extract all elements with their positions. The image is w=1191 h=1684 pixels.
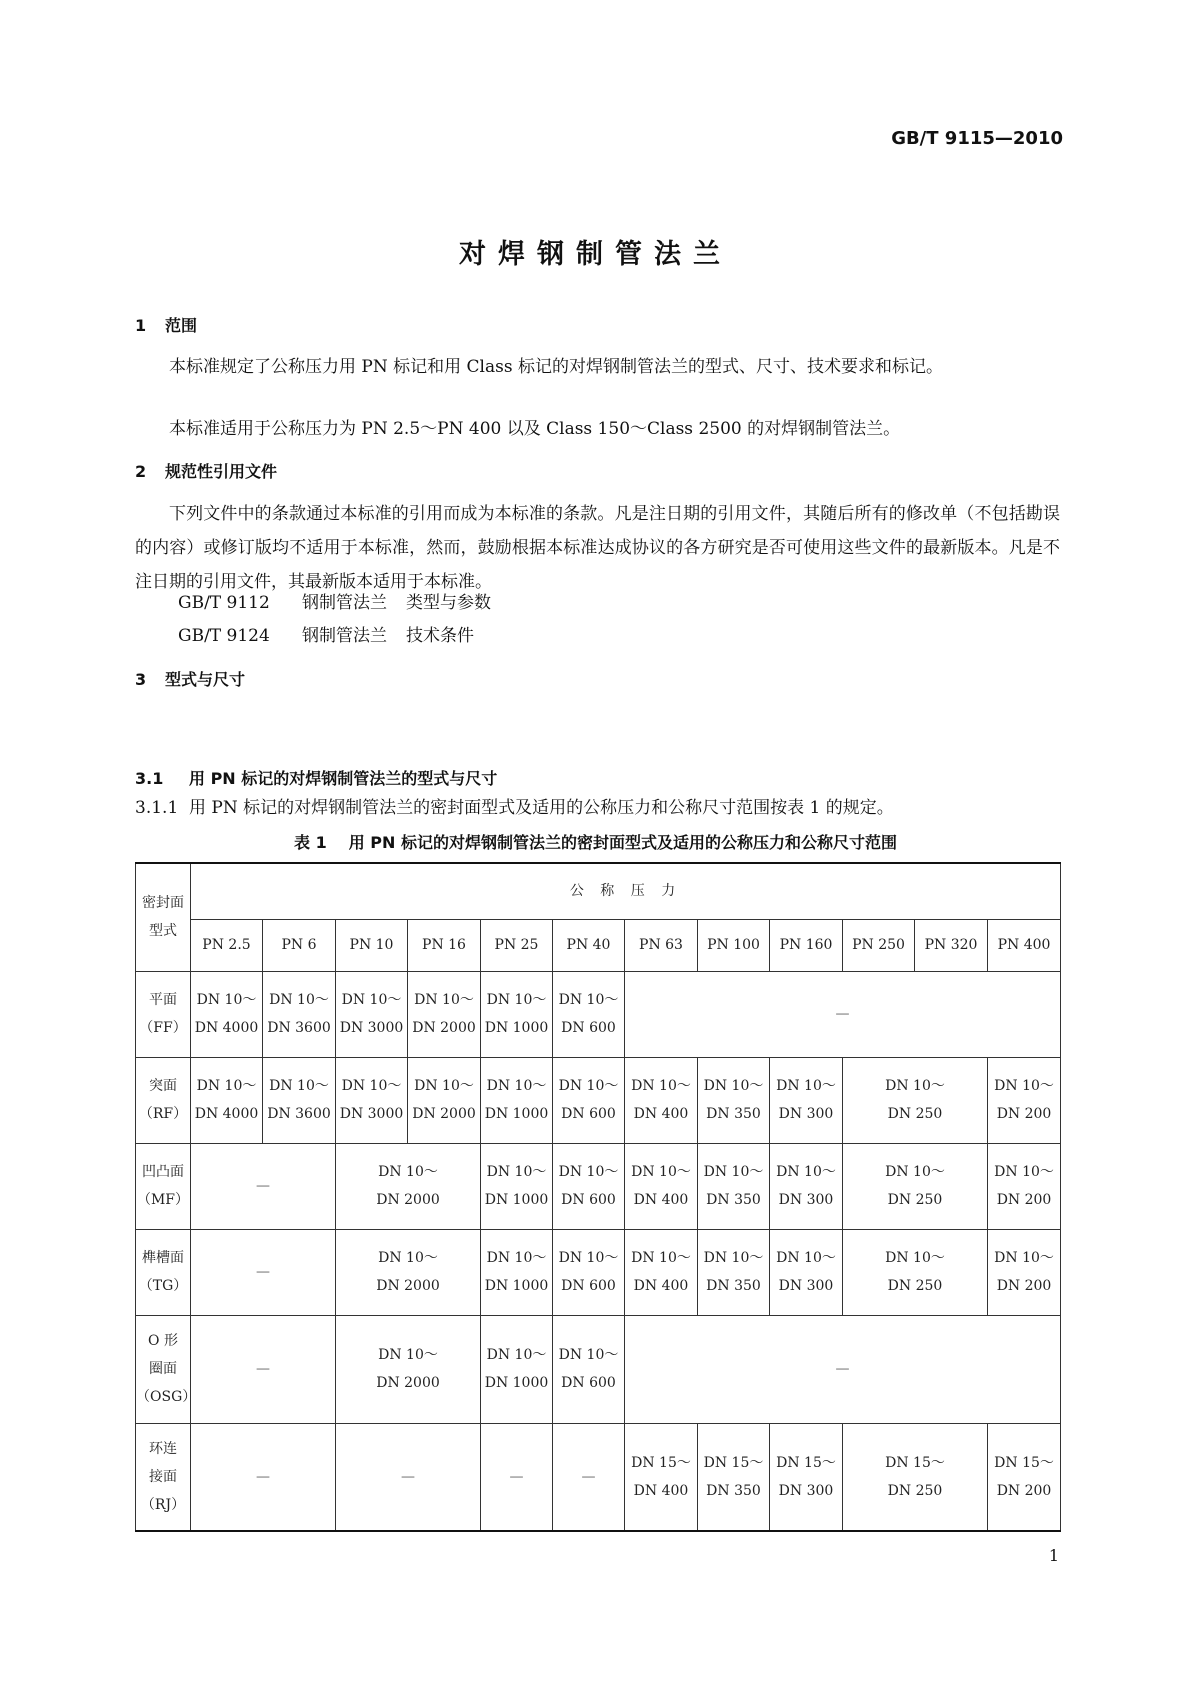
table-cell: DN 10～ DN 600	[553, 1143, 625, 1229]
table-cell: DN 15～ DN 200	[988, 1423, 1061, 1531]
section-2-paragraph: 下列文件中的条款通过本标准的引用而成为本标准的条款。凡是注日期的引用文件，其随后所有的修改单（不包括勘误的内容）或修订版均不适用于本标准，然而，鼓励根据本标准达成协议的各方研究是否可使用这些文件的最新版本。凡是不注日期的引用文件，其最新版本适用于本标准。	[135, 504, 1060, 592]
reference-code: GB/T 9124	[178, 626, 270, 646]
column-header: PN 160	[770, 919, 843, 971]
column-header: PN 25	[481, 919, 553, 971]
table-cell: DN 15～ DN 300	[770, 1423, 843, 1531]
table-cell: DN 10～ DN 350	[698, 1057, 770, 1143]
table-cell: DN 10～ DN 250	[843, 1057, 988, 1143]
table-cell: DN 10～ DN 300	[770, 1143, 843, 1229]
clause-text: 用 PN 标记的对焊钢制管法兰的密封面型式及适用的公称压力和公称尺寸范围按表 1 的规定。	[189, 798, 894, 818]
section-title: 范围	[165, 316, 198, 335]
facing-type-cell: 突面 （RF）	[136, 1057, 191, 1143]
not-applicable-cell: —	[625, 971, 1061, 1057]
table-row-mf	[136, 1143, 1061, 1229]
column-header: PN 400	[988, 919, 1061, 971]
not-applicable-cell: —	[553, 1423, 625, 1531]
table-row-tg	[136, 1229, 1061, 1315]
not-applicable-cell: —	[191, 1315, 336, 1423]
clause-number: 3.1.1	[135, 798, 179, 818]
section-number: 1	[135, 316, 147, 335]
pn-header-row	[136, 919, 1061, 971]
facing-type-cell: O 形 圈面 （OSG）	[136, 1315, 191, 1423]
table-cell: DN 10～ DN 4000	[191, 971, 263, 1057]
table-cell: DN 10～ DN 4000	[191, 1057, 263, 1143]
section-number: 2	[135, 462, 147, 481]
section-3-heading	[135, 667, 245, 690]
section-number: 3	[135, 670, 147, 689]
table-cell: DN 10～ DN 600	[553, 971, 625, 1057]
subsection-3-1-heading	[135, 766, 497, 789]
section-title: 规范性引用文件	[165, 462, 278, 481]
reference-title: 钢制管法兰	[302, 626, 387, 646]
section-title: 型式与尺寸	[165, 670, 246, 689]
table-cell: DN 10～ DN 1000	[481, 971, 553, 1057]
table-cell: DN 10～ DN 3000	[336, 1057, 408, 1143]
column-header: PN 6	[263, 919, 336, 971]
table-cell: DN 10～ DN 200	[988, 1057, 1061, 1143]
table-cell: DN 10～ DN 3600	[263, 1057, 336, 1143]
table-cell: DN 10～ DN 3000	[336, 971, 408, 1057]
table-cell: DN 10～ DN 1000	[481, 1057, 553, 1143]
reference-subtitle: 技术条件	[406, 626, 474, 646]
normative-reference	[178, 621, 474, 646]
facing-type-cell: 榫槽面 （TG）	[136, 1229, 191, 1315]
table-cell: DN 10～ DN 300	[770, 1057, 843, 1143]
normative-reference	[178, 588, 491, 613]
header-row	[136, 863, 1061, 919]
table-cell: DN 10～ DN 1000	[481, 1229, 553, 1315]
table-cell: DN 10～ DN 600	[553, 1229, 625, 1315]
facing-type-cell: 凹凸面 （MF）	[136, 1143, 191, 1229]
column-header: PN 16	[408, 919, 481, 971]
section-1-paragraph-2: 本标准适用于公称压力为 PN 2.5～PN 400 以及 Class 150～Class 2500 的对焊钢制管法兰。	[169, 419, 901, 439]
table-cell: DN 10～ DN 300	[770, 1229, 843, 1315]
table-cell: DN 10～ DN 2000	[336, 1143, 481, 1229]
subsection-title: 用 PN 标记的对焊钢制管法兰的型式与尺寸	[189, 769, 498, 788]
table-cell: DN 10～ DN 250	[843, 1143, 988, 1229]
table-cell: DN 10～ DN 600	[553, 1057, 625, 1143]
column-header: PN 320	[915, 919, 988, 971]
table-cell: DN 10～ DN 400	[625, 1229, 698, 1315]
table-row-rj	[136, 1423, 1061, 1531]
pressure-header: 公 称 压 力	[191, 863, 1061, 919]
table-cell: DN 15～ DN 350	[698, 1423, 770, 1531]
table-row-osg	[136, 1315, 1061, 1423]
section-1-paragraph-1: 本标准规定了公称压力用 PN 标记和用 Class 标记的对焊钢制管法兰的型式、尺寸、技术要求和标记。	[169, 357, 943, 377]
table-label: 表 1	[294, 833, 327, 852]
table-cell: DN 10～ DN 600	[553, 1315, 625, 1423]
clause-3-1-1	[135, 791, 1060, 825]
section-2-heading	[135, 459, 277, 482]
table-cell: DN 10～ DN 2000	[336, 1315, 481, 1423]
document-title: 对焊钢制管法兰	[459, 239, 732, 270]
column-header: PN 100	[698, 919, 770, 971]
not-applicable-cell: —	[625, 1315, 1061, 1423]
column-header: PN 63	[625, 919, 698, 971]
table-cell: DN 15～ DN 400	[625, 1423, 698, 1531]
column-header: PN 10	[336, 919, 408, 971]
table-cell: DN 10～ DN 350	[698, 1229, 770, 1315]
table-cell: DN 10～ DN 200	[988, 1143, 1061, 1229]
table-cell: DN 10～ DN 3600	[263, 971, 336, 1057]
table-cell: DN 10～ DN 2000	[408, 971, 481, 1057]
table-cell: DN 10～ DN 400	[625, 1057, 698, 1143]
table-cell: DN 10～ DN 1000	[481, 1315, 553, 1423]
table-cell: DN 10～ DN 2000	[336, 1229, 481, 1315]
flange-table	[135, 862, 1061, 1532]
corner-cell: 密封面 型式	[136, 863, 191, 971]
column-header: PN 40	[553, 919, 625, 971]
table-cell: DN 10～ DN 400	[625, 1143, 698, 1229]
not-applicable-cell: —	[191, 1423, 336, 1531]
table-cell: DN 10～ DN 2000	[408, 1057, 481, 1143]
table-cell: DN 15～ DN 250	[843, 1423, 988, 1531]
table-cell: DN 10～ DN 1000	[481, 1143, 553, 1229]
page-number: 1	[1048, 1546, 1059, 1565]
reference-subtitle: 类型与参数	[406, 593, 491, 613]
reference-title: 钢制管法兰	[302, 593, 387, 613]
standard-code: GB/T 9115—2010	[891, 128, 1063, 149]
facing-type-cell: 环连 接面 （RJ）	[136, 1423, 191, 1531]
not-applicable-cell: —	[336, 1423, 481, 1531]
not-applicable-cell: —	[191, 1143, 336, 1229]
not-applicable-cell: —	[481, 1423, 553, 1531]
column-header: PN 2.5	[191, 919, 263, 971]
column-header: PN 250	[843, 919, 915, 971]
table-row-ff	[136, 971, 1061, 1057]
table-cell: DN 10～ DN 350	[698, 1143, 770, 1229]
facing-type-cell: 平面 （FF）	[136, 971, 191, 1057]
reference-code: GB/T 9112	[178, 593, 270, 613]
table-cell: DN 10～ DN 200	[988, 1229, 1061, 1315]
section-1-heading	[135, 313, 197, 336]
table-cell: DN 10～ DN 250	[843, 1229, 988, 1315]
table-caption	[0, 830, 1191, 853]
table-title: 用 PN 标记的对焊钢制管法兰的密封面型式及适用的公称压力和公称尺寸范围	[348, 833, 897, 852]
table-row-rf	[136, 1057, 1061, 1143]
subsection-number: 3.1	[135, 769, 164, 788]
not-applicable-cell: —	[191, 1229, 336, 1315]
